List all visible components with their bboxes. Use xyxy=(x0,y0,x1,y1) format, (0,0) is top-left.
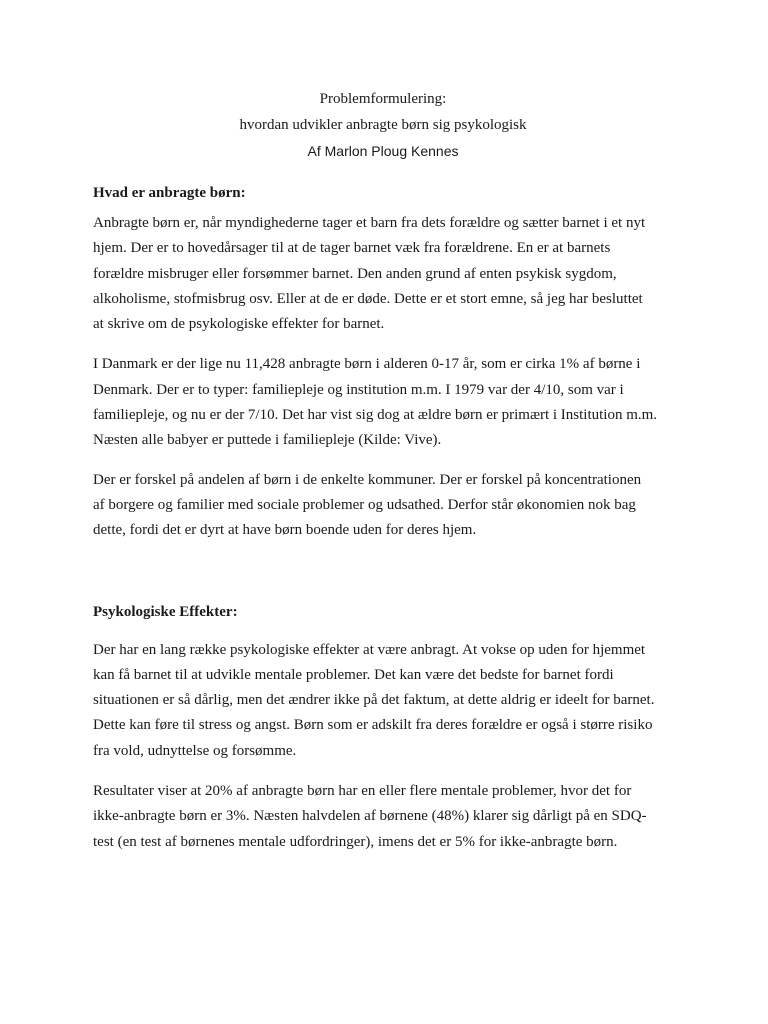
text-line: Denmark. Der er to typer: familiepleje og institution m.m. I 1979 var der 4/10, som var i xyxy=(93,381,624,398)
text-line: familiepleje, og nu er der 7/10. Det har vist sig dog at ældre børn er primært i Institution m.m. xyxy=(93,407,658,424)
title-block xyxy=(93,0,673,164)
text-line: alkoholisme, stofmisbrug osv. Eller at de er døde. Dette er et stort emne, så jeg har besluttet xyxy=(93,290,643,307)
paragraph xyxy=(93,211,673,337)
text-line: Anbragte børn er, når myndighederne tager et barn fra dets forældre og sætter barnet i et nyt xyxy=(93,215,646,231)
text-line: af borgere og familier med sociale problemer og udsathed. Derfor står økonomien nok bag xyxy=(93,496,636,513)
text-line: dette, fordi det er dyrt at have børn boende uden for deres hjem. xyxy=(93,522,477,539)
section-heading-anbragte-born: Hvad er anbragte børn: xyxy=(93,185,246,201)
text-line: Dette kan føre til stress og angst. Børn som er adskilt fra deres forældre er også i større risiko xyxy=(93,717,653,734)
text-line: forældre misbruger eller forsømmer barnet. Den anden grund af enten psykisk sygdom, xyxy=(93,265,617,282)
text-line: ikke-anbragte børn er 3%. Næsten halvdelen af børnene (48%) klarer sig dårligt på en SDQ- xyxy=(93,808,647,825)
text-line: Der er forskel på andelen af børn i de enkelte kommuner. Der er forskel på koncentrationen xyxy=(93,471,642,488)
text-line: fra vold, udnyttelse og forsømme. xyxy=(93,742,297,759)
paragraph xyxy=(93,468,673,544)
text-line: Næsten alle babyer er puttede i familiepleje (Kilde: Vive). xyxy=(93,432,442,449)
text-line: Der har en lang række psykologiske effekter at være anbragt. At vokse op uden for hjemmet xyxy=(93,641,646,658)
text-line: at skrive om de psykologiske effekter for barnet. xyxy=(93,316,385,333)
section-heading-psykologiske-effekter: Psykologiske Effekter: xyxy=(93,603,238,620)
paragraph xyxy=(93,638,673,764)
text-line: Resultater viser at 20% af anbragte børn har en eller flere mentale problemer, hvor det for xyxy=(93,783,632,800)
paragraph xyxy=(93,352,673,453)
document-subtitle: hvordan udvikler anbragte børn sig psykologisk xyxy=(239,117,527,133)
paragraph xyxy=(93,779,673,855)
document-title: Problemformulering: xyxy=(319,91,447,107)
text-line: test (en test af børnenes mentale udfordringer), imens det er 5% for ikke-anbragte børn. xyxy=(93,833,618,850)
text-line: situationen er så dårlig, men det ændrer ikke på det faktum, at dette aldrig er ideelt for barnet. xyxy=(93,692,655,709)
text-line: I Danmark er der lige nu 11,428 anbragte børn i alderen 0-17 år, som er cirka 1% af børne i xyxy=(93,356,641,373)
document-body xyxy=(93,0,673,855)
text-line: kan få barnet til at udvikle mentale problemer. Det kan være det bedste for barnet fordi xyxy=(93,666,614,683)
text-line: hjem. Der er to hovedårsager til at de tager barnet væk fra forældrene. En er at barnets xyxy=(93,240,611,257)
document-author: Af Marlon Ploug Kennes xyxy=(307,143,459,159)
